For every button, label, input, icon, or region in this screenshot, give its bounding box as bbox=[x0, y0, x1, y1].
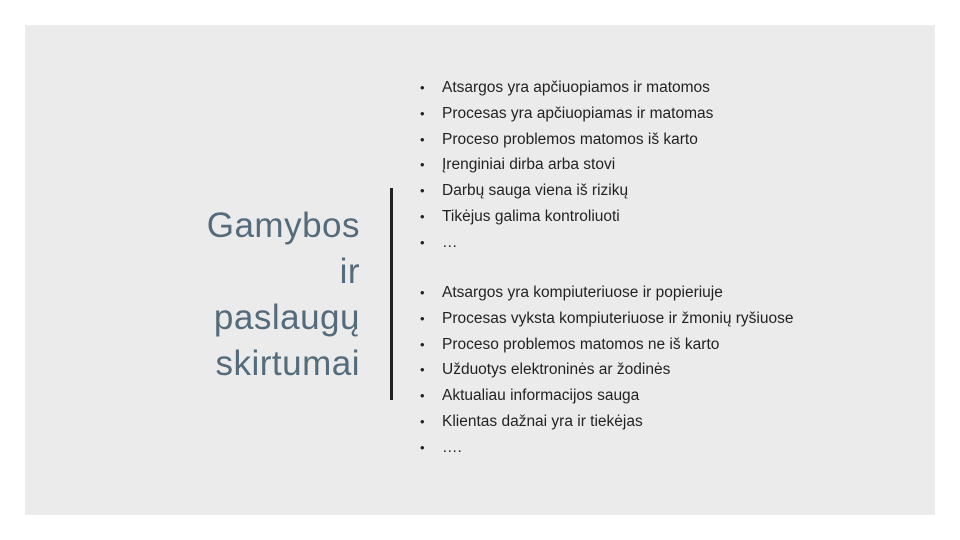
list-item-text: … bbox=[442, 233, 458, 251]
list-item-text: Darbų sauga viena iš rizikų bbox=[442, 182, 629, 200]
title-line: Gamybos bbox=[206, 206, 360, 245]
slide-title bbox=[25, 203, 360, 387]
title-line: paslaugų bbox=[213, 298, 360, 337]
list-item bbox=[420, 280, 793, 306]
title-line: ir bbox=[339, 252, 360, 291]
slide-canvas bbox=[25, 25, 935, 515]
manufacturing-bullet-list bbox=[420, 75, 713, 256]
list-item bbox=[420, 409, 793, 435]
vertical-divider bbox=[390, 188, 393, 400]
list-item bbox=[420, 435, 793, 461]
bullet-icon: • bbox=[420, 285, 425, 300]
list-item bbox=[420, 101, 713, 127]
list-item-text: Procesas vyksta kompiuteriuose ir žmonių ryšiuose bbox=[442, 309, 794, 327]
bullet-icon: • bbox=[420, 413, 425, 429]
list-item-text: Įrenginiai dirba arba stovi bbox=[442, 156, 616, 174]
list-item bbox=[420, 152, 713, 178]
bullet-icon: • bbox=[420, 234, 425, 250]
bullet-icon: • bbox=[420, 157, 425, 173]
list-item-text: Procesas yra apčiuopiamas ir matomas bbox=[442, 104, 714, 122]
bullet-icon: • bbox=[420, 439, 425, 455]
list-item bbox=[420, 332, 793, 358]
bullet-icon: • bbox=[420, 362, 425, 378]
services-bullet-list bbox=[420, 280, 793, 461]
bullet-icon: • bbox=[420, 310, 425, 326]
list-item bbox=[420, 230, 713, 256]
list-item-text: …. bbox=[442, 438, 462, 456]
list-item-text: Tikėjus galima kontroliuoti bbox=[442, 207, 620, 225]
list-item-text: Užduotys elektroninės ar žodinės bbox=[442, 361, 671, 379]
bullet-icon: • bbox=[420, 208, 425, 224]
list-item bbox=[420, 178, 713, 204]
list-item-text: Atsargos yra apčiuopiamos ir matomos bbox=[442, 79, 710, 96]
list-item-text: Proceso problemos matomos ne iš karto bbox=[442, 335, 720, 353]
bullet-icon: • bbox=[420, 105, 425, 121]
list-item bbox=[420, 204, 713, 230]
title-line: skirtumai bbox=[215, 344, 360, 383]
bullet-icon: • bbox=[420, 80, 425, 95]
list-item-text: Proceso problemos matomos iš karto bbox=[442, 130, 698, 148]
bullet-icon: • bbox=[420, 183, 425, 199]
bullet-icon: • bbox=[420, 131, 425, 147]
list-item bbox=[420, 306, 793, 332]
list-item-text: Klientas dažnai yra ir tiekėjas bbox=[442, 412, 643, 430]
bullet-icon: • bbox=[420, 336, 425, 352]
bullet-icon: • bbox=[420, 388, 425, 404]
list-item bbox=[420, 383, 793, 409]
list-item-text: Aktualiau informacijos sauga bbox=[442, 387, 640, 405]
list-item bbox=[420, 357, 793, 383]
list-item bbox=[420, 75, 713, 101]
list-item bbox=[420, 127, 713, 153]
list-item-text: Atsargos yra kompiuteriuose ir popieriuje bbox=[442, 284, 723, 301]
